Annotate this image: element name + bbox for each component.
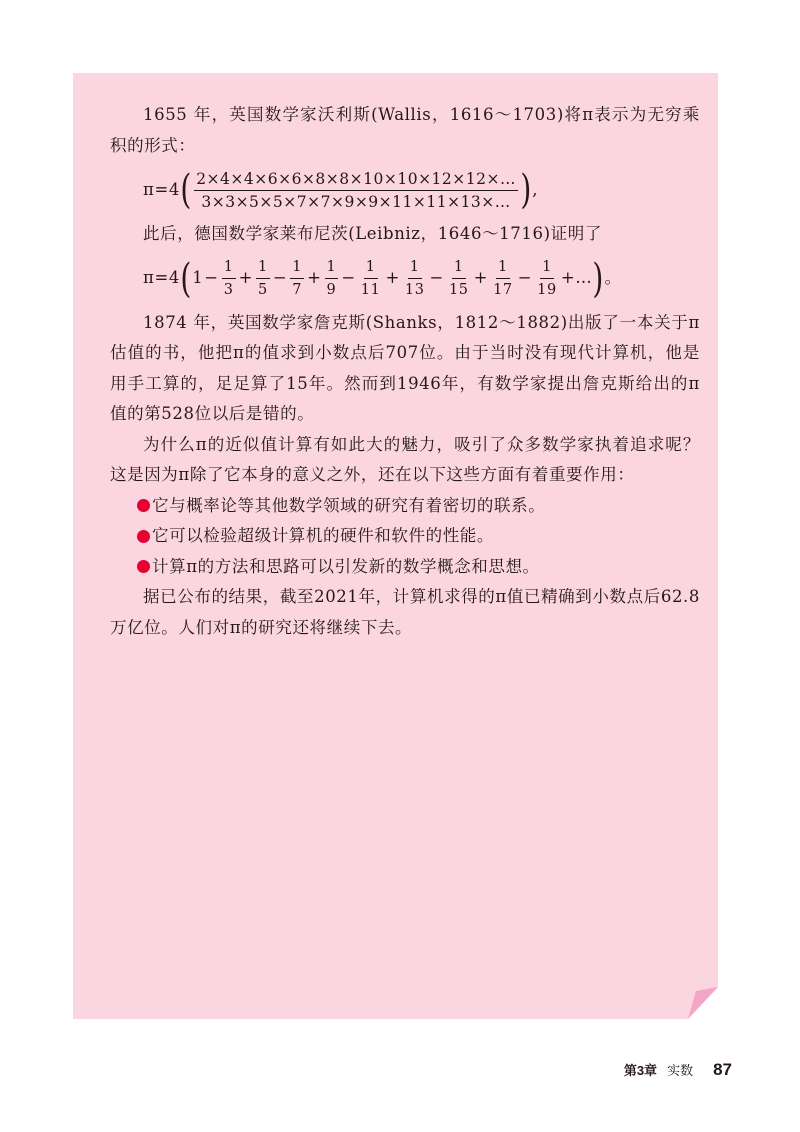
series-fraction [222,256,236,301]
fraction-numerator: 1 [496,256,510,279]
fraction-numerator: 1 [290,256,304,279]
red-bullet-icon [137,530,150,543]
red-bullet-icon [137,499,150,512]
fraction-denominator: 15 [448,282,469,298]
fraction-denominator: 5 [258,282,268,298]
fraction-numerator: 1 [452,256,466,279]
page-number: 87 [713,1060,732,1079]
bullet-text: 计算π的方法和思路可以引发新的数学概念和思想。 [152,556,540,576]
fraction-numerator: 1 [408,256,422,279]
series-operator: − [204,268,219,287]
leibniz-terms [203,256,561,301]
wallis-formula [110,161,700,219]
red-bullet-icon [137,560,150,573]
fraction-denominator: 9 [326,282,337,298]
series-fraction [290,256,304,301]
series-fraction [256,256,270,301]
page-footer [624,1060,732,1080]
series-operator: − [429,268,444,287]
fraction-numerator: 1 [364,256,378,279]
fraction-denominator: 7 [292,282,303,298]
fraction-denominator: 17 [493,282,513,298]
page-curl-corner-icon [688,987,718,1019]
fraction-numerator: 1 [540,256,554,279]
series-fraction [359,256,383,301]
fraction-numerator: 1 [325,256,339,279]
series-operator: − [272,268,288,287]
bullet-list [110,491,700,583]
leibniz-tail: +… [560,268,593,288]
fraction-denominator: 3 [223,282,234,298]
left-paren: ( [180,255,192,302]
series-fraction [447,256,471,301]
series-operator: + [307,268,322,287]
fraction-denominator: 13 [404,282,425,298]
series-fraction [403,256,427,301]
leibniz-formula [110,250,700,308]
right-paren: ) [520,167,532,213]
fraction-numerator: 1 [222,256,236,279]
wallis-intro: 1655 年，英国数学家沃利斯(Wallis，1616～1703)将π表示为无穷乘积的形式： [110,105,700,155]
series-operator: − [517,268,533,287]
fraction-numerator: 1 [256,256,270,279]
series-operator: − [341,268,356,287]
series-operator: + [385,268,400,287]
bullet-text: 它与概率论等其他数学领域的研究有着密切的联系。 [152,495,546,515]
series-operator: + [473,268,489,287]
series-fraction [325,256,339,301]
leibniz-first-term: 1 [192,268,204,288]
left-paren: ( [180,167,192,213]
bullet-item [110,521,700,552]
chapter-label: 第3章 [623,1063,658,1078]
article-body [110,100,700,643]
wallis-trail: , [532,179,539,199]
wallis-fraction [194,168,518,213]
series-operator: + [238,268,253,287]
series-fraction [491,256,515,301]
section-label: 实数 [667,1063,694,1078]
fraction-denominator: 19 [537,282,557,298]
shanks-paragraph: 1874 年，英国数学家詹克斯(Shanks，1812～1882)出版了一本关于π估值的书，他把π的值求到小数点后707位。由于当时没有现代计算机，他是用手工算的，足足算了15年。然而到1946年，有数学家提出詹克斯给出的π值的第528位以后是错的。 [110,312,700,423]
series-fraction [535,256,559,301]
leibniz-lhs: π=4 [143,268,180,288]
wallis-numerator: 2×4×4×6×6×8×8×10×10×12×12×… [194,168,518,191]
bullet-item [110,552,700,583]
wallis-lhs: π=4 [143,179,180,199]
right-paren: ) [592,255,605,302]
bullet-item [110,491,700,522]
leibniz-intro: 此后，德国数学家莱布尼茨(Leibniz，1646～1716)证明了 [143,224,602,243]
why-paragraph: 为什么π的近似值计算有如此大的魅力，吸引了众多数学家执着追求呢？这是因为π除了它本身的意义之外，还在以下这些方面有着重要作用： [110,434,700,484]
fraction-denominator: 11 [360,282,381,298]
wallis-denominator: 3×3×5×5×7×7×9×9×11×11×13×… [201,192,511,211]
leibniz-trail: 。 [604,268,622,288]
conclusion-paragraph: 据已公布的结果，截至2021年，计算机求得的π值已精确到小数点后62.8万亿位。人们对π的研究还将继续下去。 [110,587,700,637]
bullet-text: 它可以检验超级计算机的硬件和软件的性能。 [152,526,494,545]
